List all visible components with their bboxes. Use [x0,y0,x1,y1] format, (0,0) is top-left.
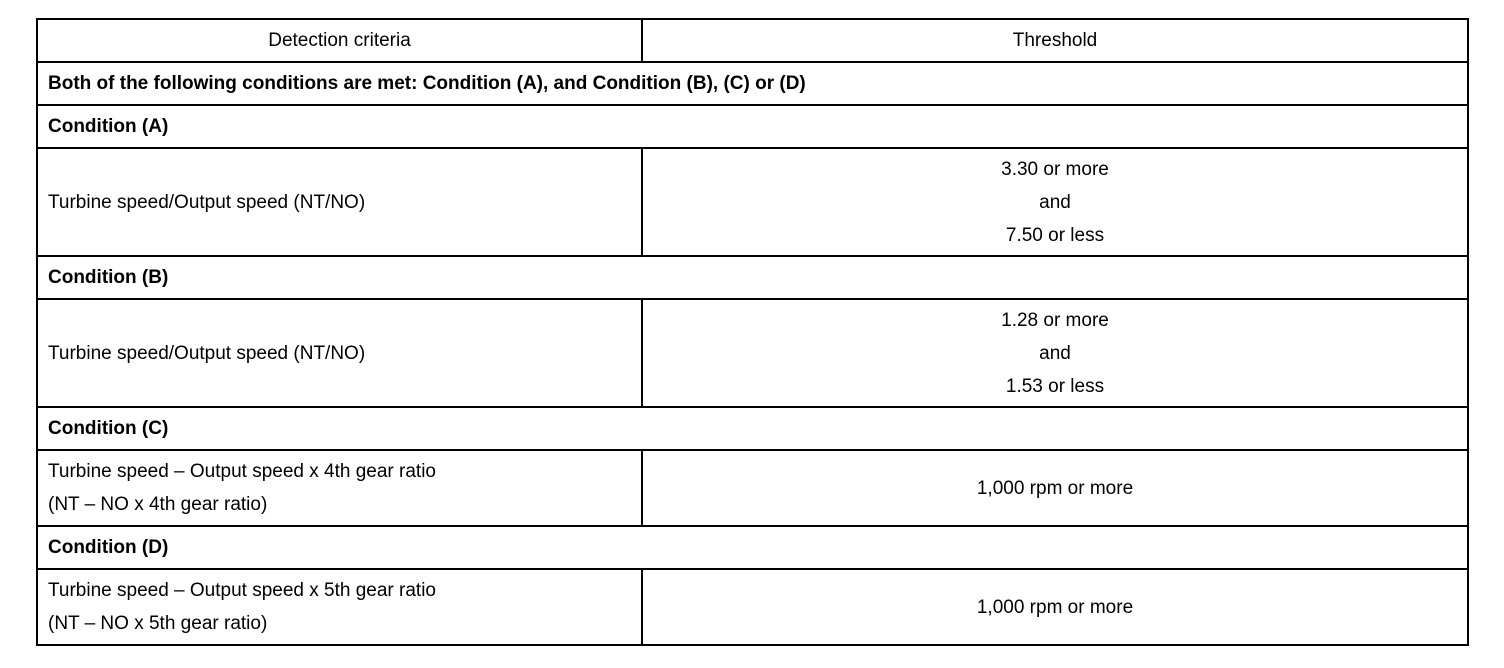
header-detection-criteria: Detection criteria [37,19,642,62]
criteria-line: Turbine speed/Output speed (NT/NO) [48,191,366,213]
criteria-line: Turbine speed – Output speed x 4th gear ratio [48,461,436,482]
condition-c-title-row [37,407,1468,450]
header-threshold: Threshold [642,19,1468,62]
table-header-row [37,19,1468,62]
threshold-line: 3.30 or more [1001,158,1109,180]
intro-text: Both of the following conditions are met: Condition (A), and Condition (B), (C) or (D) [37,62,1468,105]
threshold-line: 1,000 rpm or more [976,477,1134,499]
condition-a-threshold [642,148,1468,256]
condition-d-row [37,569,1468,645]
condition-b-threshold [642,299,1468,407]
condition-a-row [37,148,1468,256]
criteria-line: (NT – NO x 4th gear ratio) [48,494,268,515]
threshold-line: and [1039,342,1071,364]
condition-c-row [37,450,1468,526]
criteria-line: (NT – NO x 5th gear ratio) [48,613,268,634]
condition-a-criteria [37,148,642,256]
threshold-line: 7.50 or less [1005,224,1105,246]
condition-c-title: Condition (C) [37,407,1468,450]
condition-b-row [37,299,1468,407]
criteria-line: Turbine speed – Output speed x 5th gear ratio [48,580,436,601]
threshold-line: 1.53 or less [1005,375,1105,397]
condition-b-title: Condition (B) [37,256,1468,299]
intro-row [37,62,1468,105]
criteria-line: Turbine speed/Output speed (NT/NO) [48,342,366,364]
condition-d-title: Condition (D) [37,526,1468,569]
threshold-line: 1,000 rpm or more [976,596,1134,618]
condition-d-threshold [642,569,1468,645]
detection-criteria-table [36,18,1469,646]
condition-c-threshold [642,450,1468,526]
threshold-line: 1.28 or more [1001,309,1109,331]
condition-c-criteria [37,450,642,526]
condition-b-title-row [37,256,1468,299]
condition-b-criteria [37,299,642,407]
condition-d-title-row [37,526,1468,569]
threshold-line: and [1039,191,1071,213]
condition-d-criteria [37,569,642,645]
condition-a-title: Condition (A) [37,105,1468,148]
condition-a-title-row [37,105,1468,148]
